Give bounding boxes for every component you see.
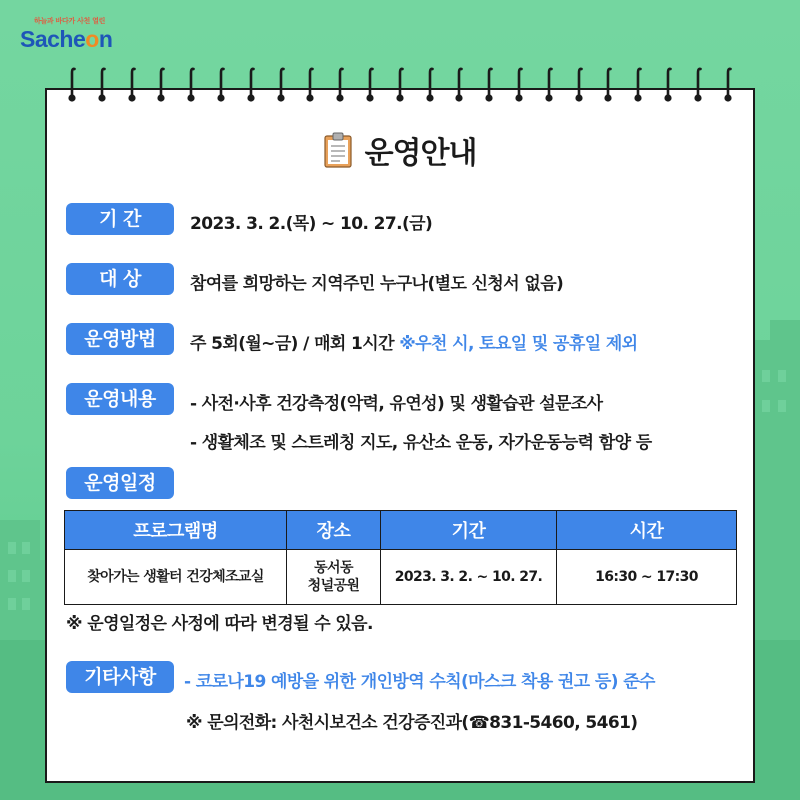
logo-tagline: 하늘과 바다가 사천 열린 xyxy=(34,17,106,25)
table-header: 시간 xyxy=(557,511,737,550)
content-item: - 사전·사후 건강측정(악력, 유연성) 및 생활습관 설문조사 xyxy=(190,394,603,414)
spiral-ring xyxy=(485,67,493,103)
method-note: ※우천 시, 토요일 및 공휴일 제외 xyxy=(399,334,638,354)
target-value: 참여를 희망하는 지역주민 누구나(별도 신청서 없음) xyxy=(190,274,564,294)
table-row xyxy=(65,550,737,605)
sacheon-logo xyxy=(20,14,130,54)
logo-name: Sacheon xyxy=(20,26,113,52)
content-item: - 생활체조 및 스트레칭 지도, 유산소 운동, 자가운동능력 함양 등 xyxy=(190,433,652,453)
spiral-ring xyxy=(306,67,314,103)
time-cell: 16:30 ~ 17:30 xyxy=(557,550,737,605)
table-header: 장소 xyxy=(287,511,381,550)
schedule-note: ※ 운영일정은 사정에 따라 변경될 수 있음. xyxy=(66,614,373,634)
etc-value: - 코로나19 예방을 위한 개인방역 수칙(마스크 착용 권고 등) 준수 xyxy=(184,672,655,692)
period-label: 기 간 xyxy=(66,203,174,235)
table-header: 프로그램명 xyxy=(65,511,287,550)
spiral-ring xyxy=(247,67,255,103)
method-value: 주 5회(월~금) / 매회 1시간 ※우천 시, 토요일 및 공휴일 제외 xyxy=(190,334,638,354)
spiral-ring xyxy=(98,67,106,103)
spiral-ring xyxy=(396,67,404,103)
spiral-ring xyxy=(426,67,434,103)
place-cell: 동서동 청널공원 xyxy=(287,550,381,605)
spiral-ring xyxy=(157,67,165,103)
table-header: 기간 xyxy=(381,511,557,550)
spiral-ring xyxy=(128,67,136,103)
contact-info: ※ 문의전화: 사천시보건소 건강증진과(☎831-5460, 5461) xyxy=(186,713,638,733)
page-title-row xyxy=(0,128,800,172)
clipboard-icon xyxy=(323,132,353,168)
target-label: 대 상 xyxy=(66,263,174,295)
spiral-ring xyxy=(187,67,195,103)
schedule-table xyxy=(64,510,737,605)
spiral-ring xyxy=(545,67,553,103)
method-label: 운영방법 xyxy=(66,323,174,355)
spiral-ring xyxy=(455,67,463,103)
spiral-ring xyxy=(336,67,344,103)
spiral-ring xyxy=(277,67,285,103)
spiral-ring xyxy=(366,67,374,103)
schedule-label: 운영일정 xyxy=(66,467,174,499)
etc-label: 기타사항 xyxy=(66,661,174,693)
spiral-ring xyxy=(575,67,583,103)
spiral-ring xyxy=(217,67,225,103)
period-value: 2023. 3. 2.(목) ~ 10. 27.(금) xyxy=(190,214,433,234)
spiral-ring xyxy=(664,67,672,103)
spiral-ring xyxy=(694,67,702,103)
spiral-ring xyxy=(724,67,732,103)
spiral-ring xyxy=(515,67,523,103)
page-title: 운영안내 xyxy=(364,136,477,171)
content-label: 운영내용 xyxy=(66,383,174,415)
spiral-ring xyxy=(634,67,642,103)
spiral-ring xyxy=(604,67,612,103)
spiral-ring xyxy=(68,67,76,103)
period-cell: 2023. 3. 2. ~ 10. 27. xyxy=(381,550,557,605)
table-header-row xyxy=(65,511,737,550)
program-cell: 찾아가는 생활터 건강체조교실 xyxy=(65,550,287,605)
